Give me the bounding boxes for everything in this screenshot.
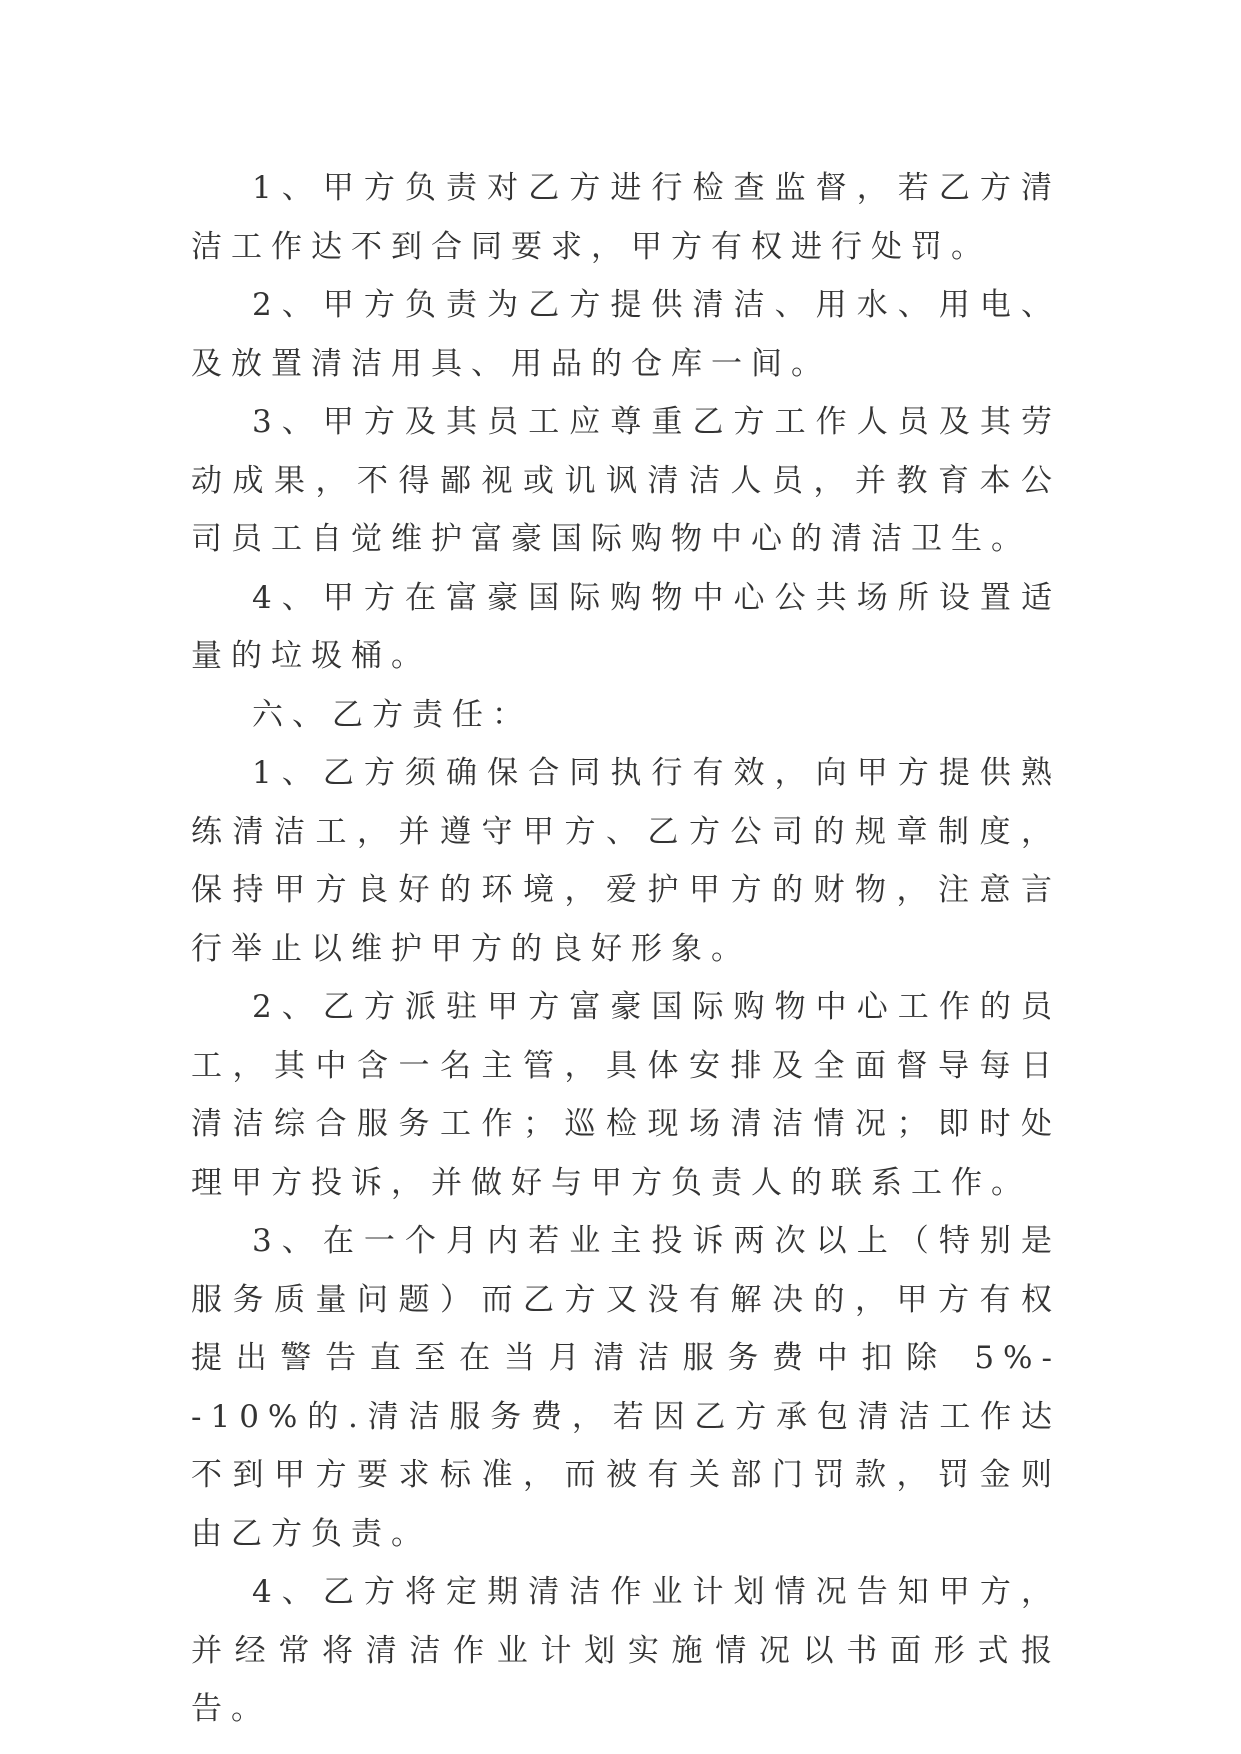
section-heading-party-b-responsibility: 六、乙方责任： [252, 696, 532, 733]
paragraph-party-b-reporting: 4、乙方将定期清洁作业计划情况告知甲方，并经常将清洁作业计划实施情况以书面形式报告。 [191, 1574, 1061, 1727]
paragraph-party-b-ensure-contract: 1、乙方须确保合同执行有效，向甲方提供熟练清洁工，并遵守甲方、乙方公司的规章制度，保持甲方良好的环境，爱护甲方的财物，注意言行举止以维护甲方的良好形象。 [191, 755, 1061, 967]
document-body [191, 159, 1061, 1739]
paragraph-party-b-staffing: 2、乙方派驻甲方富豪国际购物中心工作的员工，其中含一名主管，具体安排及全面督导每日清洁综合服务工作；巡检现场清洁情况；即时处理甲方投诉，并做好与甲方负责人的联系工作。 [191, 989, 1061, 1201]
paragraph-party-a-respect-staff: 3、甲方及其员工应尊重乙方工作人员及其劳动成果，不得鄙视或讥讽清洁人员，并教育本公司员工自觉维护富豪国际购物中心的清洁卫生。 [191, 404, 1061, 557]
paragraph-party-a-trash-bins: 4、甲方在富豪国际购物中心公共场所设置适量的垃圾桶。 [191, 579, 1061, 674]
paragraph-party-a-supervision: 1、甲方负责对乙方进行检查监督，若乙方清洁工作达不到合同要求，甲方有权进行处罚。 [191, 170, 1061, 265]
paragraph-complaints-penalty: 3、在一个月内若业主投诉两次以上（特别是服务质量问题）而乙方又没有解决的，甲方有权提出警告直至在当月清洁服务费中扣除 5%--10%的.清洁服务费，若因乙方承包清洁工作达不到甲方要求标准，而被有关部门罚款，罚金则由乙方负责。 [191, 1223, 1061, 1552]
paragraph-party-a-provide-facilities: 2、甲方负责为乙方提供清洁、用水、用电、及放置清洁用具、用品的仓库一间。 [191, 287, 1061, 382]
